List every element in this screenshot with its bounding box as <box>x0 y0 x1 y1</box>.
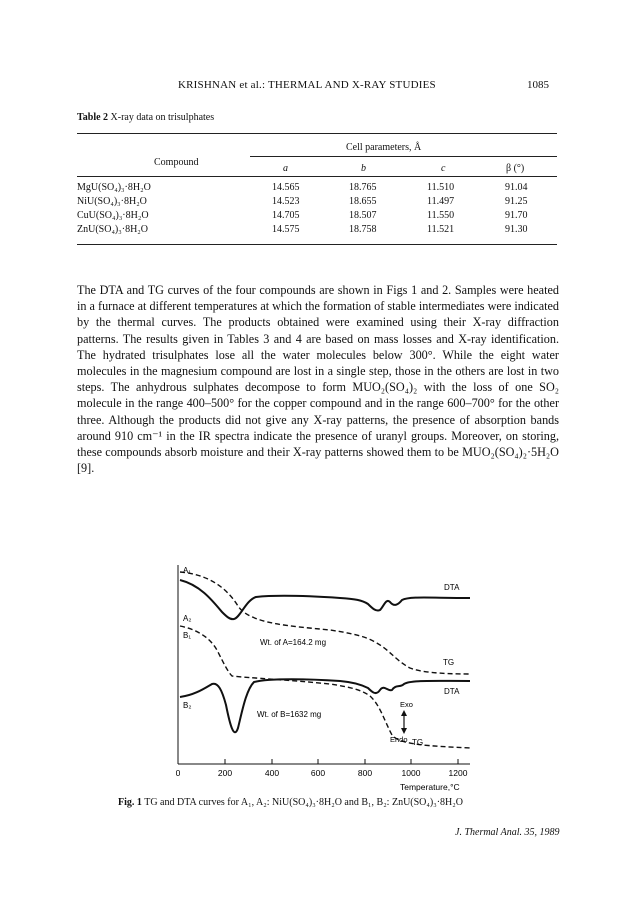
label-b1: B₁ <box>183 631 192 640</box>
tg-curve-a1 <box>180 572 470 674</box>
x-tick-label: 1200 <box>448 768 468 778</box>
label-weight-b: Wt. of B=1632 mg <box>257 710 322 719</box>
row-beta: 91.70 <box>505 210 528 221</box>
col-header-a: a <box>283 163 288 174</box>
row-compound: ZnU(SO₄)₃·8H₂O <box>77 224 149 235</box>
x-axis-ticks <box>178 759 458 764</box>
col-header-b: b <box>361 163 366 174</box>
table-caption-text: X-ray data on trisulphates <box>110 112 215 123</box>
x-axis-title: Temperature,°C <box>400 782 460 792</box>
label-b2: B₂ <box>183 701 192 710</box>
row-c: 11.550 <box>427 210 455 221</box>
label-weight-a: Wt. of A=164.2 mg <box>260 638 327 647</box>
x-tick-label: 400 <box>264 768 280 778</box>
label-dta-mid: DTA <box>444 687 460 696</box>
row-compound: NiU(SO₄)₃·8H₂O <box>77 196 147 207</box>
row-a: 14.705 <box>272 210 300 221</box>
row-c: 11.510 <box>427 182 455 193</box>
dta-curve-a2 <box>180 580 470 619</box>
label-exo: Exo <box>400 700 413 709</box>
x-tick-label: 0 <box>175 768 181 778</box>
row-a: 14.575 <box>272 224 300 235</box>
label-tg-mid: TG <box>443 658 455 667</box>
label-dta-top: DTA <box>444 583 460 592</box>
label-endo: Endo <box>390 735 408 744</box>
label-tg-bottom: TG <box>412 738 424 747</box>
row-beta: 91.25 <box>505 196 528 207</box>
col-header-compound: Compound <box>154 157 199 168</box>
row-b: 18.655 <box>349 196 377 207</box>
page-number: 1085 <box>527 79 549 91</box>
row-beta: 91.04 <box>505 182 528 193</box>
row-beta: 91.30 <box>505 224 528 235</box>
journal-footer: J. Thermal Anal. 35, 1989 <box>455 827 560 838</box>
row-c: 11.521 <box>427 224 455 235</box>
row-c: 11.497 <box>427 196 455 207</box>
exo-arrow-head-icon <box>401 710 407 716</box>
x-tick-label: 600 <box>310 768 326 778</box>
row-compound: MgU(SO₄)₃·8H₂O <box>77 182 151 193</box>
col-header-cell-parameters: Cell parameters, Å <box>346 142 422 153</box>
row-a: 14.565 <box>272 182 300 193</box>
x-tick-label: 1000 <box>401 768 421 778</box>
row-compound: CuU(SO₄)₃·8H₂O <box>77 210 149 221</box>
row-a: 14.523 <box>272 196 300 207</box>
figure-caption-label: Fig. 1 <box>118 797 142 808</box>
col-header-c: c <box>441 163 446 174</box>
x-tick-label: 800 <box>357 768 373 778</box>
table-caption-label: Table 2 <box>77 112 109 123</box>
dta-curve-b2 <box>180 679 470 732</box>
figure-caption-text: TG and DTA curves for A₁, A₂: NiU(SO₄)₃·8H₂O and B₁, B₂: ZnU(SO₄)₃·8H₂O <box>144 797 463 808</box>
label-a1: A₁ <box>183 566 192 575</box>
row-b: 18.758 <box>349 224 377 235</box>
figure-caption <box>118 797 463 808</box>
running-title: KRISHNAN et al.: THERMAL AND X-RAY STUDIES <box>178 79 436 91</box>
row-b: 18.507 <box>349 210 377 221</box>
body-paragraph: The DTA and TG curves of the four compounds are shown in Figs 1 and 2. Samples were heated in a furnace at different temperatures at which the formation of stable intermediates were indicated by the thermal curves. The products obtained were examined using their X-ray diffraction patterns. The results given in Tables 3 and 4 are based on mass losses and X-ray identification. The hydrated trisulphates lose all the water molecules below 300°. While the eight water molecules in the magnesium compound are lost in a single step, those in the others are lost in two steps. The anhydrous sulphates decompose to form MUO₂(SO₄)₂ with the loss of one SO₂ molecule in the range 400–500° for the copper compound and in the range 600–700° for the other three. Although the products did not give any X-ray patterns, the presence of absorption bands around 910 cm⁻¹ in the IR spectra indicate the presence of uranyl groups. Moreover, on storing, these compounds absorb moisture and their X-ray patterns showed them to be MUO₂(SO₄)₂·5H₂O [9]. <box>77 283 559 476</box>
row-b: 18.765 <box>349 182 377 193</box>
col-header-beta: β (°) <box>506 163 525 174</box>
label-a2: A₂ <box>183 614 192 623</box>
endo-arrow-head-icon <box>401 728 407 734</box>
x-tick-label: 200 <box>217 768 233 778</box>
